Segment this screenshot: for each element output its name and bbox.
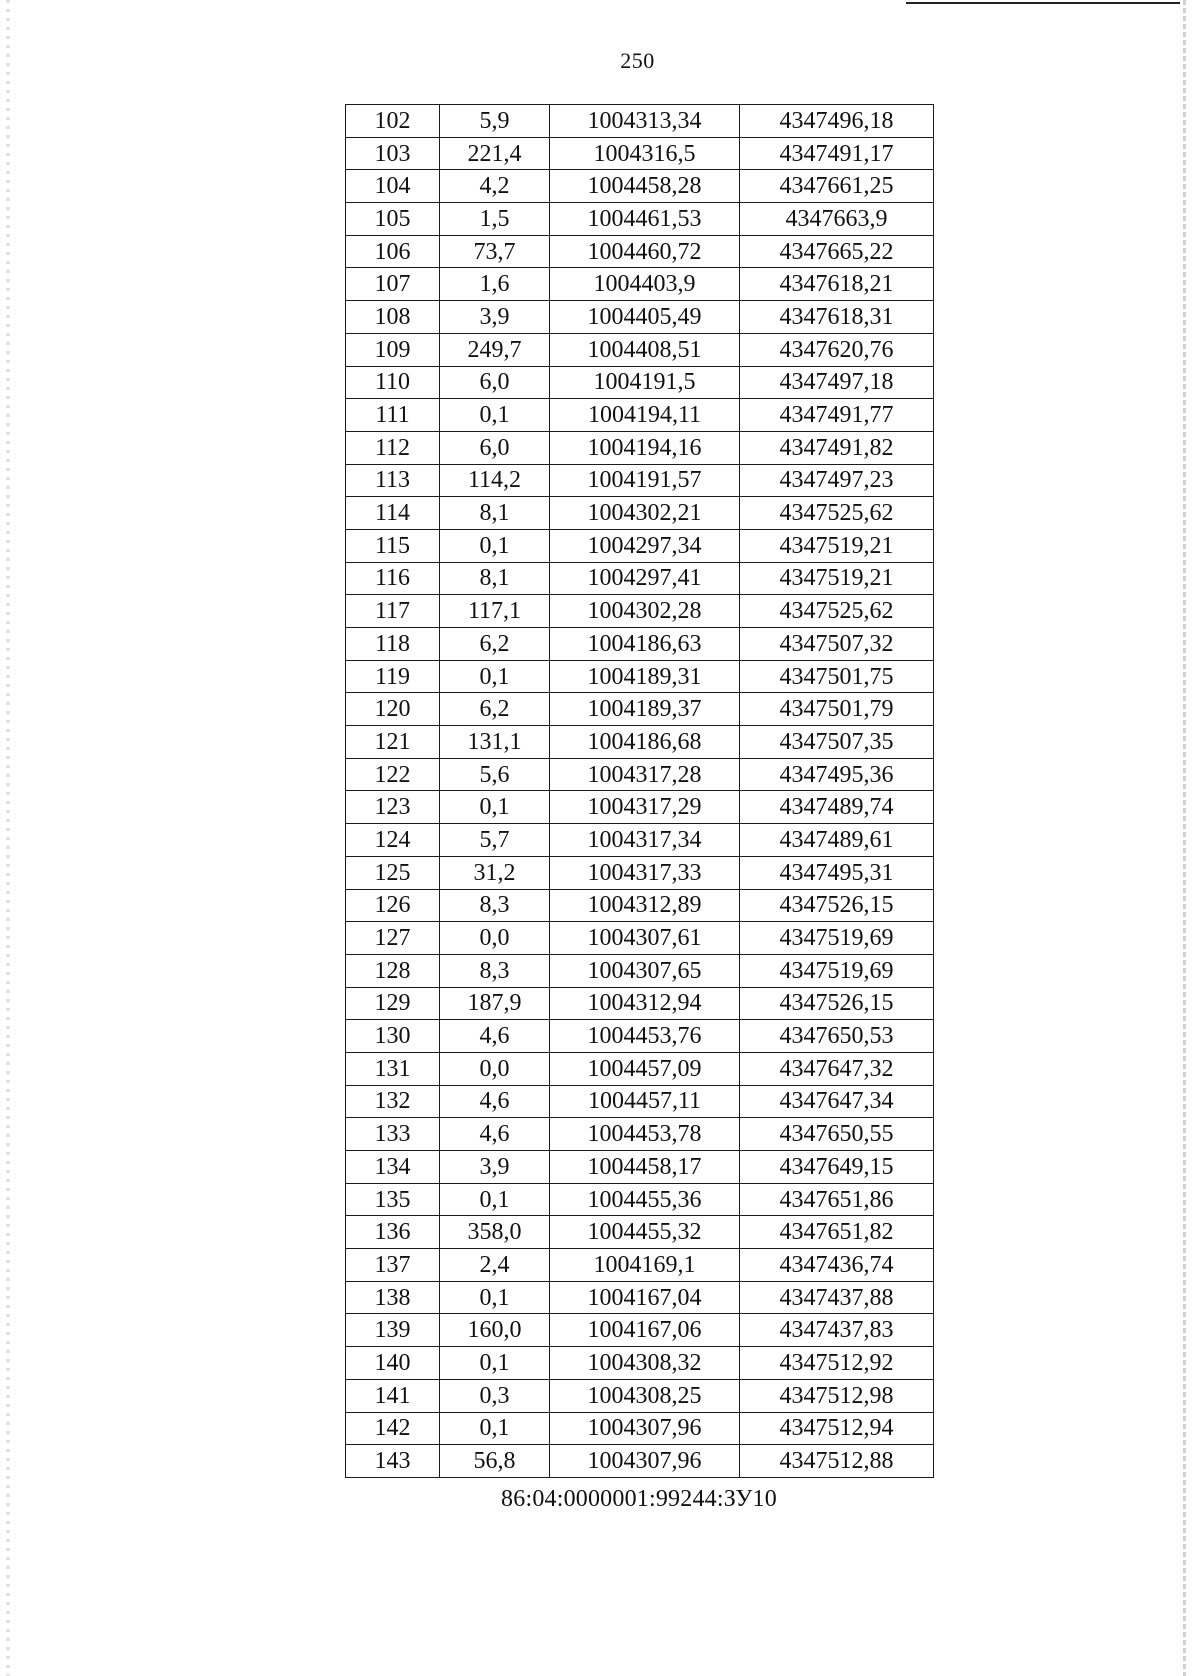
segment-length-cell: 2,4	[440, 1249, 550, 1282]
y-coordinate-cell: 4347519,69	[740, 954, 934, 987]
point-number-cell: 117	[346, 595, 440, 628]
point-number-cell: 102	[346, 105, 440, 138]
point-number-cell: 122	[346, 758, 440, 791]
table-row	[346, 1085, 934, 1118]
point-number-cell: 127	[346, 922, 440, 955]
segment-length-cell: 6,2	[440, 628, 550, 661]
table-row	[346, 987, 934, 1020]
table-row	[346, 954, 934, 987]
scan-edge-right	[1183, 0, 1186, 1676]
segment-length-cell: 1,6	[440, 268, 550, 301]
table-row	[346, 824, 934, 857]
point-number-cell: 138	[346, 1281, 440, 1314]
table-row	[346, 137, 934, 170]
point-number-cell: 123	[346, 791, 440, 824]
table-row	[346, 529, 934, 562]
point-number-cell: 111	[346, 399, 440, 432]
y-coordinate-cell: 4347620,76	[740, 333, 934, 366]
segment-length-cell: 249,7	[440, 333, 550, 366]
y-coordinate-cell: 4347501,79	[740, 693, 934, 726]
point-number-cell: 109	[346, 333, 440, 366]
point-number-cell: 136	[346, 1216, 440, 1249]
table-row	[346, 268, 934, 301]
point-number-cell: 140	[346, 1347, 440, 1380]
table-row	[346, 1379, 934, 1412]
segment-length-cell: 114,2	[440, 464, 550, 497]
y-coordinate-cell: 4347651,82	[740, 1216, 934, 1249]
table-row	[346, 1445, 934, 1478]
table-row	[346, 1020, 934, 1053]
x-coordinate-cell: 1004308,25	[550, 1379, 740, 1412]
y-coordinate-cell: 4347512,98	[740, 1379, 934, 1412]
y-coordinate-cell: 4347507,32	[740, 628, 934, 661]
x-coordinate-cell: 1004461,53	[550, 203, 740, 236]
y-coordinate-cell: 4347512,92	[740, 1347, 934, 1380]
parcel-id: 86:04:0000001:99244:ЗУ10	[501, 1486, 777, 1512]
y-coordinate-cell: 4347526,15	[740, 987, 934, 1020]
y-coordinate-cell: 4347436,74	[740, 1249, 934, 1282]
point-number-cell: 141	[346, 1379, 440, 1412]
y-coordinate-cell: 4347495,31	[740, 856, 934, 889]
segment-length-cell: 8,1	[440, 497, 550, 530]
segment-length-cell: 131,1	[440, 726, 550, 759]
segment-length-cell: 4,6	[440, 1118, 550, 1151]
x-coordinate-cell: 1004316,5	[550, 137, 740, 170]
x-coordinate-cell: 1004302,21	[550, 497, 740, 530]
table-row	[346, 758, 934, 791]
x-coordinate-cell: 1004455,36	[550, 1183, 740, 1216]
x-coordinate-cell: 1004453,76	[550, 1020, 740, 1053]
y-coordinate-cell: 4347519,21	[740, 529, 934, 562]
segment-length-cell: 8,3	[440, 954, 550, 987]
y-coordinate-cell: 4347651,86	[740, 1183, 934, 1216]
y-coordinate-cell: 4347491,17	[740, 137, 934, 170]
y-coordinate-cell: 4347437,83	[740, 1314, 934, 1347]
y-coordinate-cell: 4347489,74	[740, 791, 934, 824]
segment-length-cell: 117,1	[440, 595, 550, 628]
segment-length-cell: 0,1	[440, 1183, 550, 1216]
x-coordinate-cell: 1004308,32	[550, 1347, 740, 1380]
point-number-cell: 119	[346, 660, 440, 693]
segment-length-cell: 56,8	[440, 1445, 550, 1478]
segment-length-cell: 187,9	[440, 987, 550, 1020]
x-coordinate-cell: 1004186,63	[550, 628, 740, 661]
point-number-cell: 116	[346, 562, 440, 595]
table-row	[346, 562, 934, 595]
y-coordinate-cell: 4347647,34	[740, 1085, 934, 1118]
table-row	[346, 1118, 934, 1151]
x-coordinate-cell: 1004186,68	[550, 726, 740, 759]
segment-length-cell: 0,1	[440, 1281, 550, 1314]
table-row	[346, 301, 934, 334]
table-row	[346, 1249, 934, 1282]
table-row	[346, 1412, 934, 1445]
point-number-cell: 124	[346, 824, 440, 857]
segment-length-cell: 6,0	[440, 366, 550, 399]
y-coordinate-cell: 4347437,88	[740, 1281, 934, 1314]
point-number-cell: 104	[346, 170, 440, 203]
y-coordinate-cell: 4347496,18	[740, 105, 934, 138]
table-row	[346, 399, 934, 432]
table-row	[346, 464, 934, 497]
segment-length-cell: 4,2	[440, 170, 550, 203]
point-number-cell: 143	[346, 1445, 440, 1478]
point-number-cell: 126	[346, 889, 440, 922]
y-coordinate-cell: 4347649,15	[740, 1151, 934, 1184]
y-coordinate-cell: 4347647,32	[740, 1052, 934, 1085]
table-row	[346, 497, 934, 530]
segment-length-cell: 0,1	[440, 660, 550, 693]
y-coordinate-cell: 4347525,62	[740, 595, 934, 628]
x-coordinate-cell: 1004460,72	[550, 235, 740, 268]
point-number-cell: 120	[346, 693, 440, 726]
point-number-cell: 132	[346, 1085, 440, 1118]
x-coordinate-cell: 1004457,11	[550, 1085, 740, 1118]
x-coordinate-cell: 1004455,32	[550, 1216, 740, 1249]
x-coordinate-cell: 1004194,16	[550, 431, 740, 464]
y-coordinate-cell: 4347618,21	[740, 268, 934, 301]
y-coordinate-cell: 4347661,25	[740, 170, 934, 203]
point-number-cell: 115	[346, 529, 440, 562]
table-row	[346, 1216, 934, 1249]
point-number-cell: 114	[346, 497, 440, 530]
x-coordinate-cell: 1004194,11	[550, 399, 740, 432]
point-number-cell: 112	[346, 431, 440, 464]
point-number-cell: 125	[346, 856, 440, 889]
point-number-cell: 103	[346, 137, 440, 170]
x-coordinate-cell: 1004458,17	[550, 1151, 740, 1184]
point-number-cell: 105	[346, 203, 440, 236]
segment-length-cell: 221,4	[440, 137, 550, 170]
table-row	[346, 1052, 934, 1085]
table-row	[346, 170, 934, 203]
segment-length-cell: 0,1	[440, 529, 550, 562]
x-coordinate-cell: 1004297,34	[550, 529, 740, 562]
point-number-cell: 137	[346, 1249, 440, 1282]
table-row	[346, 105, 934, 138]
table-row	[346, 791, 934, 824]
x-coordinate-cell: 1004302,28	[550, 595, 740, 628]
top-rule	[906, 2, 1180, 4]
x-coordinate-cell: 1004307,96	[550, 1445, 740, 1478]
coordinates-table	[345, 104, 934, 1478]
point-number-cell: 139	[346, 1314, 440, 1347]
table-row	[346, 366, 934, 399]
x-coordinate-cell: 1004169,1	[550, 1249, 740, 1282]
segment-length-cell: 5,6	[440, 758, 550, 791]
segment-length-cell: 5,7	[440, 824, 550, 857]
segment-length-cell: 0,1	[440, 399, 550, 432]
table-row	[346, 660, 934, 693]
y-coordinate-cell: 4347650,55	[740, 1118, 934, 1151]
point-number-cell: 133	[346, 1118, 440, 1151]
segment-length-cell: 8,3	[440, 889, 550, 922]
segment-length-cell: 0,0	[440, 922, 550, 955]
point-number-cell: 106	[346, 235, 440, 268]
table-row	[346, 431, 934, 464]
point-number-cell: 107	[346, 268, 440, 301]
point-number-cell: 142	[346, 1412, 440, 1445]
x-coordinate-cell: 1004191,57	[550, 464, 740, 497]
table-row	[346, 333, 934, 366]
point-number-cell: 131	[346, 1052, 440, 1085]
x-coordinate-cell: 1004312,89	[550, 889, 740, 922]
x-coordinate-cell: 1004403,9	[550, 268, 740, 301]
y-coordinate-cell: 4347491,77	[740, 399, 934, 432]
y-coordinate-cell: 4347512,94	[740, 1412, 934, 1445]
segment-length-cell: 0,3	[440, 1379, 550, 1412]
x-coordinate-cell: 1004313,34	[550, 105, 740, 138]
coordinates-table-body	[346, 105, 934, 1478]
segment-length-cell: 8,1	[440, 562, 550, 595]
segment-length-cell: 4,6	[440, 1020, 550, 1053]
segment-length-cell: 1,5	[440, 203, 550, 236]
x-coordinate-cell: 1004312,94	[550, 987, 740, 1020]
x-coordinate-cell: 1004405,49	[550, 301, 740, 334]
table-row	[346, 693, 934, 726]
x-coordinate-cell: 1004317,28	[550, 758, 740, 791]
table-row	[346, 1151, 934, 1184]
table-row	[346, 235, 934, 268]
y-coordinate-cell: 4347618,31	[740, 301, 934, 334]
x-coordinate-cell: 1004189,37	[550, 693, 740, 726]
table-row	[346, 1183, 934, 1216]
point-number-cell: 118	[346, 628, 440, 661]
segment-length-cell: 358,0	[440, 1216, 550, 1249]
y-coordinate-cell: 4347507,35	[740, 726, 934, 759]
segment-length-cell: 73,7	[440, 235, 550, 268]
point-number-cell: 128	[346, 954, 440, 987]
table-row	[346, 889, 934, 922]
table-row	[346, 726, 934, 759]
table-row	[346, 203, 934, 236]
y-coordinate-cell: 4347491,82	[740, 431, 934, 464]
segment-length-cell: 5,9	[440, 105, 550, 138]
table-row	[346, 856, 934, 889]
x-coordinate-cell: 1004457,09	[550, 1052, 740, 1085]
table-row	[346, 628, 934, 661]
y-coordinate-cell: 4347497,18	[740, 366, 934, 399]
x-coordinate-cell: 1004307,61	[550, 922, 740, 955]
x-coordinate-cell: 1004458,28	[550, 170, 740, 203]
segment-length-cell: 6,0	[440, 431, 550, 464]
point-number-cell: 129	[346, 987, 440, 1020]
y-coordinate-cell: 4347489,61	[740, 824, 934, 857]
segment-length-cell: 3,9	[440, 1151, 550, 1184]
y-coordinate-cell: 4347497,23	[740, 464, 934, 497]
y-coordinate-cell: 4347512,88	[740, 1445, 934, 1478]
x-coordinate-cell: 1004167,04	[550, 1281, 740, 1314]
segment-length-cell: 0,1	[440, 791, 550, 824]
segment-length-cell: 31,2	[440, 856, 550, 889]
table-row	[346, 1347, 934, 1380]
x-coordinate-cell: 1004307,96	[550, 1412, 740, 1445]
segment-length-cell: 6,2	[440, 693, 550, 726]
y-coordinate-cell: 4347665,22	[740, 235, 934, 268]
y-coordinate-cell: 4347663,9	[740, 203, 934, 236]
point-number-cell: 134	[346, 1151, 440, 1184]
table-row	[346, 922, 934, 955]
x-coordinate-cell: 1004317,34	[550, 824, 740, 857]
table-row	[346, 1314, 934, 1347]
y-coordinate-cell: 4347650,53	[740, 1020, 934, 1053]
x-coordinate-cell: 1004453,78	[550, 1118, 740, 1151]
point-number-cell: 121	[346, 726, 440, 759]
y-coordinate-cell: 4347495,36	[740, 758, 934, 791]
x-coordinate-cell: 1004189,31	[550, 660, 740, 693]
segment-length-cell: 3,9	[440, 301, 550, 334]
x-coordinate-cell: 1004167,06	[550, 1314, 740, 1347]
segment-length-cell: 0,0	[440, 1052, 550, 1085]
table-row	[346, 595, 934, 628]
segment-length-cell: 0,1	[440, 1412, 550, 1445]
x-coordinate-cell: 1004191,5	[550, 366, 740, 399]
x-coordinate-cell: 1004307,65	[550, 954, 740, 987]
segment-length-cell: 4,6	[440, 1085, 550, 1118]
y-coordinate-cell: 4347501,75	[740, 660, 934, 693]
point-number-cell: 130	[346, 1020, 440, 1053]
page-number: 250	[620, 48, 655, 73]
table-row	[346, 1281, 934, 1314]
x-coordinate-cell: 1004297,41	[550, 562, 740, 595]
point-number-cell: 113	[346, 464, 440, 497]
y-coordinate-cell: 4347525,62	[740, 497, 934, 530]
scan-edge-left	[6, 0, 10, 1676]
point-number-cell: 110	[346, 366, 440, 399]
point-number-cell: 135	[346, 1183, 440, 1216]
point-number-cell: 108	[346, 301, 440, 334]
x-coordinate-cell: 1004317,29	[550, 791, 740, 824]
segment-length-cell: 0,1	[440, 1347, 550, 1380]
x-coordinate-cell: 1004408,51	[550, 333, 740, 366]
x-coordinate-cell: 1004317,33	[550, 856, 740, 889]
y-coordinate-cell: 4347519,69	[740, 922, 934, 955]
y-coordinate-cell: 4347519,21	[740, 562, 934, 595]
segment-length-cell: 160,0	[440, 1314, 550, 1347]
y-coordinate-cell: 4347526,15	[740, 889, 934, 922]
